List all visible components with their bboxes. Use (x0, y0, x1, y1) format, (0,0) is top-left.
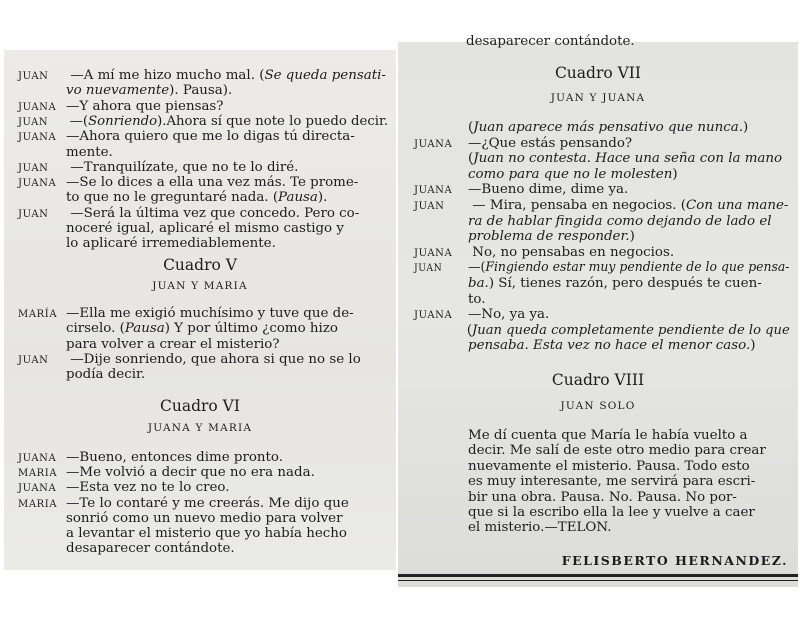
speaker-name: JUANA (18, 483, 57, 495)
dialogue-line (414, 136, 632, 152)
dialogue-line (18, 541, 235, 556)
dialogue-line (18, 352, 361, 368)
line-text: —Tranquilízate, que no te lo diré. (66, 159, 299, 175)
cuadro-viii-title: Cuadro VIII (551, 371, 645, 389)
line-text: mente. (66, 144, 113, 160)
dialogue-line (18, 114, 388, 130)
line-text: ) (742, 120, 749, 135)
speaker-name: MARIA (18, 498, 58, 510)
dialogue-line (414, 276, 762, 291)
line-text: —Dije sonriendo, que ahora si que no se lo (66, 351, 361, 367)
dialogue-line (18, 206, 359, 222)
line-text: No, no pensabas en negocios. (468, 244, 675, 260)
stage-direction: problema de responder. (468, 229, 630, 245)
cut-off-line: desaparecer contándote. (466, 34, 635, 49)
line-text: —A mí me hizo mucho mal. ( (66, 68, 265, 83)
dialogue-line (18, 160, 298, 176)
line-text: —Ahora quiero que me lo digas tú directa- (66, 129, 355, 145)
line-text: ) Y por último ¿como hizo (164, 321, 338, 337)
cuadro-v-characters: JUAN Y MARIA (152, 280, 248, 292)
dialogue-line (414, 505, 755, 520)
dialogue-line (414, 198, 788, 214)
line-text: to. (468, 291, 486, 307)
line-text: podía decir. (66, 367, 146, 383)
stage-direction: ba. (468, 276, 489, 291)
line-text: ). (317, 190, 328, 206)
dialogue-line (414, 474, 755, 489)
stage-direction: ra de hablar fingida como dejando de lado el (468, 213, 772, 229)
stage-direction: Pausa (124, 321, 165, 337)
speaker-name: JUAN (18, 208, 49, 220)
dialogue-line (18, 190, 327, 205)
speaker-name: JUANA (414, 310, 453, 322)
dialogue-line (18, 496, 349, 512)
dialogue-line (18, 480, 229, 496)
line-text: —( (65, 113, 89, 129)
dialogue-line (18, 83, 232, 98)
line-text: nuevamente el misterio. Pausa. Todo esto (468, 458, 750, 474)
speaker-name: JUANA (18, 132, 57, 144)
cuadro-vi-characters: JUANA Y MARIA (147, 422, 253, 434)
line-text: ( (468, 151, 474, 167)
dialogue-line (414, 292, 485, 307)
line-text: —Ella me exigió muchísimo y tuve que de- (66, 306, 354, 321)
line-text: —No, ya ya. (468, 307, 550, 323)
cuadro-v-title: Cuadro V (163, 256, 237, 274)
speaker-name: JUAN (414, 263, 443, 275)
speaker-name: JUAN (18, 354, 49, 366)
line-text: a levantar el misterio que yo había hecho (66, 526, 347, 541)
dialogue-line (414, 214, 772, 229)
stage-direction: Pausa (278, 190, 318, 206)
dialogue-line (18, 526, 347, 541)
dialogue-line (18, 68, 386, 84)
dialogue-line (18, 221, 344, 236)
stage-direction: Se queda pensati- (264, 68, 386, 83)
line-text: ) (750, 338, 756, 354)
dialogue-line (18, 129, 355, 145)
line-text: ( (466, 322, 472, 338)
dialogue-line (414, 120, 748, 135)
stage-direction: como para que no le molesten (468, 166, 673, 182)
dialogue-line (414, 245, 674, 261)
speaker-name: JUAN (18, 116, 49, 128)
line-text: ) Sí, tienes razón, pero después te cuen- (488, 276, 762, 291)
speaker-name: JUANA (18, 101, 57, 113)
speaker-name: JUAN (18, 71, 49, 82)
line-text: —Se lo dices a ella una vez más. Te prome- (66, 175, 359, 191)
stage-direction: Con una mane- (686, 198, 789, 213)
dialogue-line (18, 367, 145, 382)
line-text: sonrió como un nuevo medio para volver (66, 510, 343, 526)
line-text: bir una obra. Pausa. No. Pausa. No por- (468, 489, 737, 505)
speaker-name: JUAN (18, 162, 49, 174)
dialogue-line (18, 236, 276, 251)
line-text: —Bueno dime, dime ya. (468, 182, 629, 198)
line-text: que si la escribo ella la lee y vuelve a caer (468, 505, 755, 520)
dialogue-line (18, 321, 338, 336)
dialogue-line (414, 459, 750, 474)
right-page-scan (398, 34, 798, 587)
line-text: lo aplicaré irremediablemente. (66, 236, 276, 252)
line-text: desaparecer contándote. (66, 541, 235, 557)
line-text: Me dí cuenta que María le había vuelto a (468, 428, 748, 443)
dialogue-line (18, 99, 223, 115)
dialogue-line (414, 151, 782, 166)
author-signature: FELISBERTO HERNANDEZ. (561, 553, 788, 568)
line-text: ).Ahora sí que note lo puedo decir. (157, 113, 389, 129)
line-text: —Bueno, entonces dime pronto. (66, 450, 284, 465)
dialogue-line (18, 145, 113, 160)
stage-direction: Fingiendo estar muy pendiente de lo que pensa- (485, 260, 790, 276)
speaker-name: JUANA (18, 453, 57, 464)
dialogue-line (18, 511, 343, 526)
line-text: — Mira, pensaba en negocios. ( (468, 198, 687, 213)
dialogue-line (414, 229, 635, 244)
line-text: —Te lo contaré y me creerás. Me dijo que (66, 495, 349, 511)
dialogue-line (414, 260, 790, 276)
dialogue-line (414, 443, 766, 458)
dialogue-line (414, 520, 611, 535)
line-text: —Y ahora que piensas? (66, 98, 224, 114)
speaker-name: JUANA (414, 138, 453, 150)
line-text: cirselo. ( (66, 321, 125, 337)
bottom-rule-thick (398, 574, 798, 577)
dialogue-line (414, 323, 790, 338)
line-text: decir. Me salí de este otro medio para crear (468, 443, 766, 459)
line-text: —( (464, 260, 486, 276)
dialogue-line (414, 338, 755, 353)
line-text: —Me volvió a decir que no era nada. (66, 465, 315, 481)
line-text: ) (629, 229, 635, 245)
dialogue-line (414, 428, 748, 443)
bottom-rule-thin (398, 580, 798, 581)
line-text: to que no le greguntaré nada. ( (66, 190, 279, 206)
stage-direction: Juan no contesta. Hace una seña con la mano (473, 151, 783, 167)
line-text: es muy interesante, me servirá para escri- (468, 474, 756, 490)
cuadro-vii-characters: JUAN Y JUANA (550, 92, 646, 104)
line-text: —Será la última vez que concedo. Pero co- (66, 205, 360, 221)
speaker-name: JUAN (414, 201, 445, 212)
speaker-name: MARÍA (18, 309, 58, 320)
dialogue-line (18, 337, 280, 352)
dialogue-line (414, 182, 628, 198)
cuadro-viii-characters: JUAN SOLO (560, 400, 636, 412)
stage-direction: Juan queda completamente pendiente de lo que (471, 322, 790, 338)
dialogue-line (414, 307, 549, 323)
line-text: —Esta vez no te lo creo. (66, 480, 230, 496)
left-page-scan (4, 50, 396, 570)
line-text: ( (468, 120, 474, 135)
stage-direction: Sonriendo (88, 113, 158, 129)
speaker-name: MARIA (18, 468, 58, 480)
line-text: ) (672, 166, 678, 182)
line-text: noceré igual, aplicaré el mismo castigo y (66, 221, 344, 236)
speaker-name: JUANA (414, 247, 453, 259)
line-text: ). Pausa). (169, 83, 233, 99)
cuadro-vi-title: Cuadro VI (160, 397, 240, 415)
line-text: para volver a crear el misterio? (66, 336, 280, 352)
dialogue-line (18, 465, 315, 481)
stage-direction: Juan aparece más pensativo que nunca. (473, 120, 743, 135)
cuadro-vii-title: Cuadro VII (554, 64, 642, 82)
dialogue-line (18, 175, 358, 191)
dialogue-line (18, 450, 283, 466)
dialogue-line (18, 306, 354, 322)
stage-direction: vo nuevamente (66, 83, 170, 99)
stage-direction: pensaba. Esta vez no hace el menor caso. (468, 338, 751, 354)
speaker-name: JUANA (18, 178, 57, 190)
dialogue-line (414, 167, 678, 182)
line-text: —¿Que estás pensando? (468, 135, 633, 151)
line-text: el misterio.—TELON. (468, 520, 612, 536)
speaker-name: JUANA (414, 185, 453, 197)
dialogue-line (414, 490, 737, 505)
